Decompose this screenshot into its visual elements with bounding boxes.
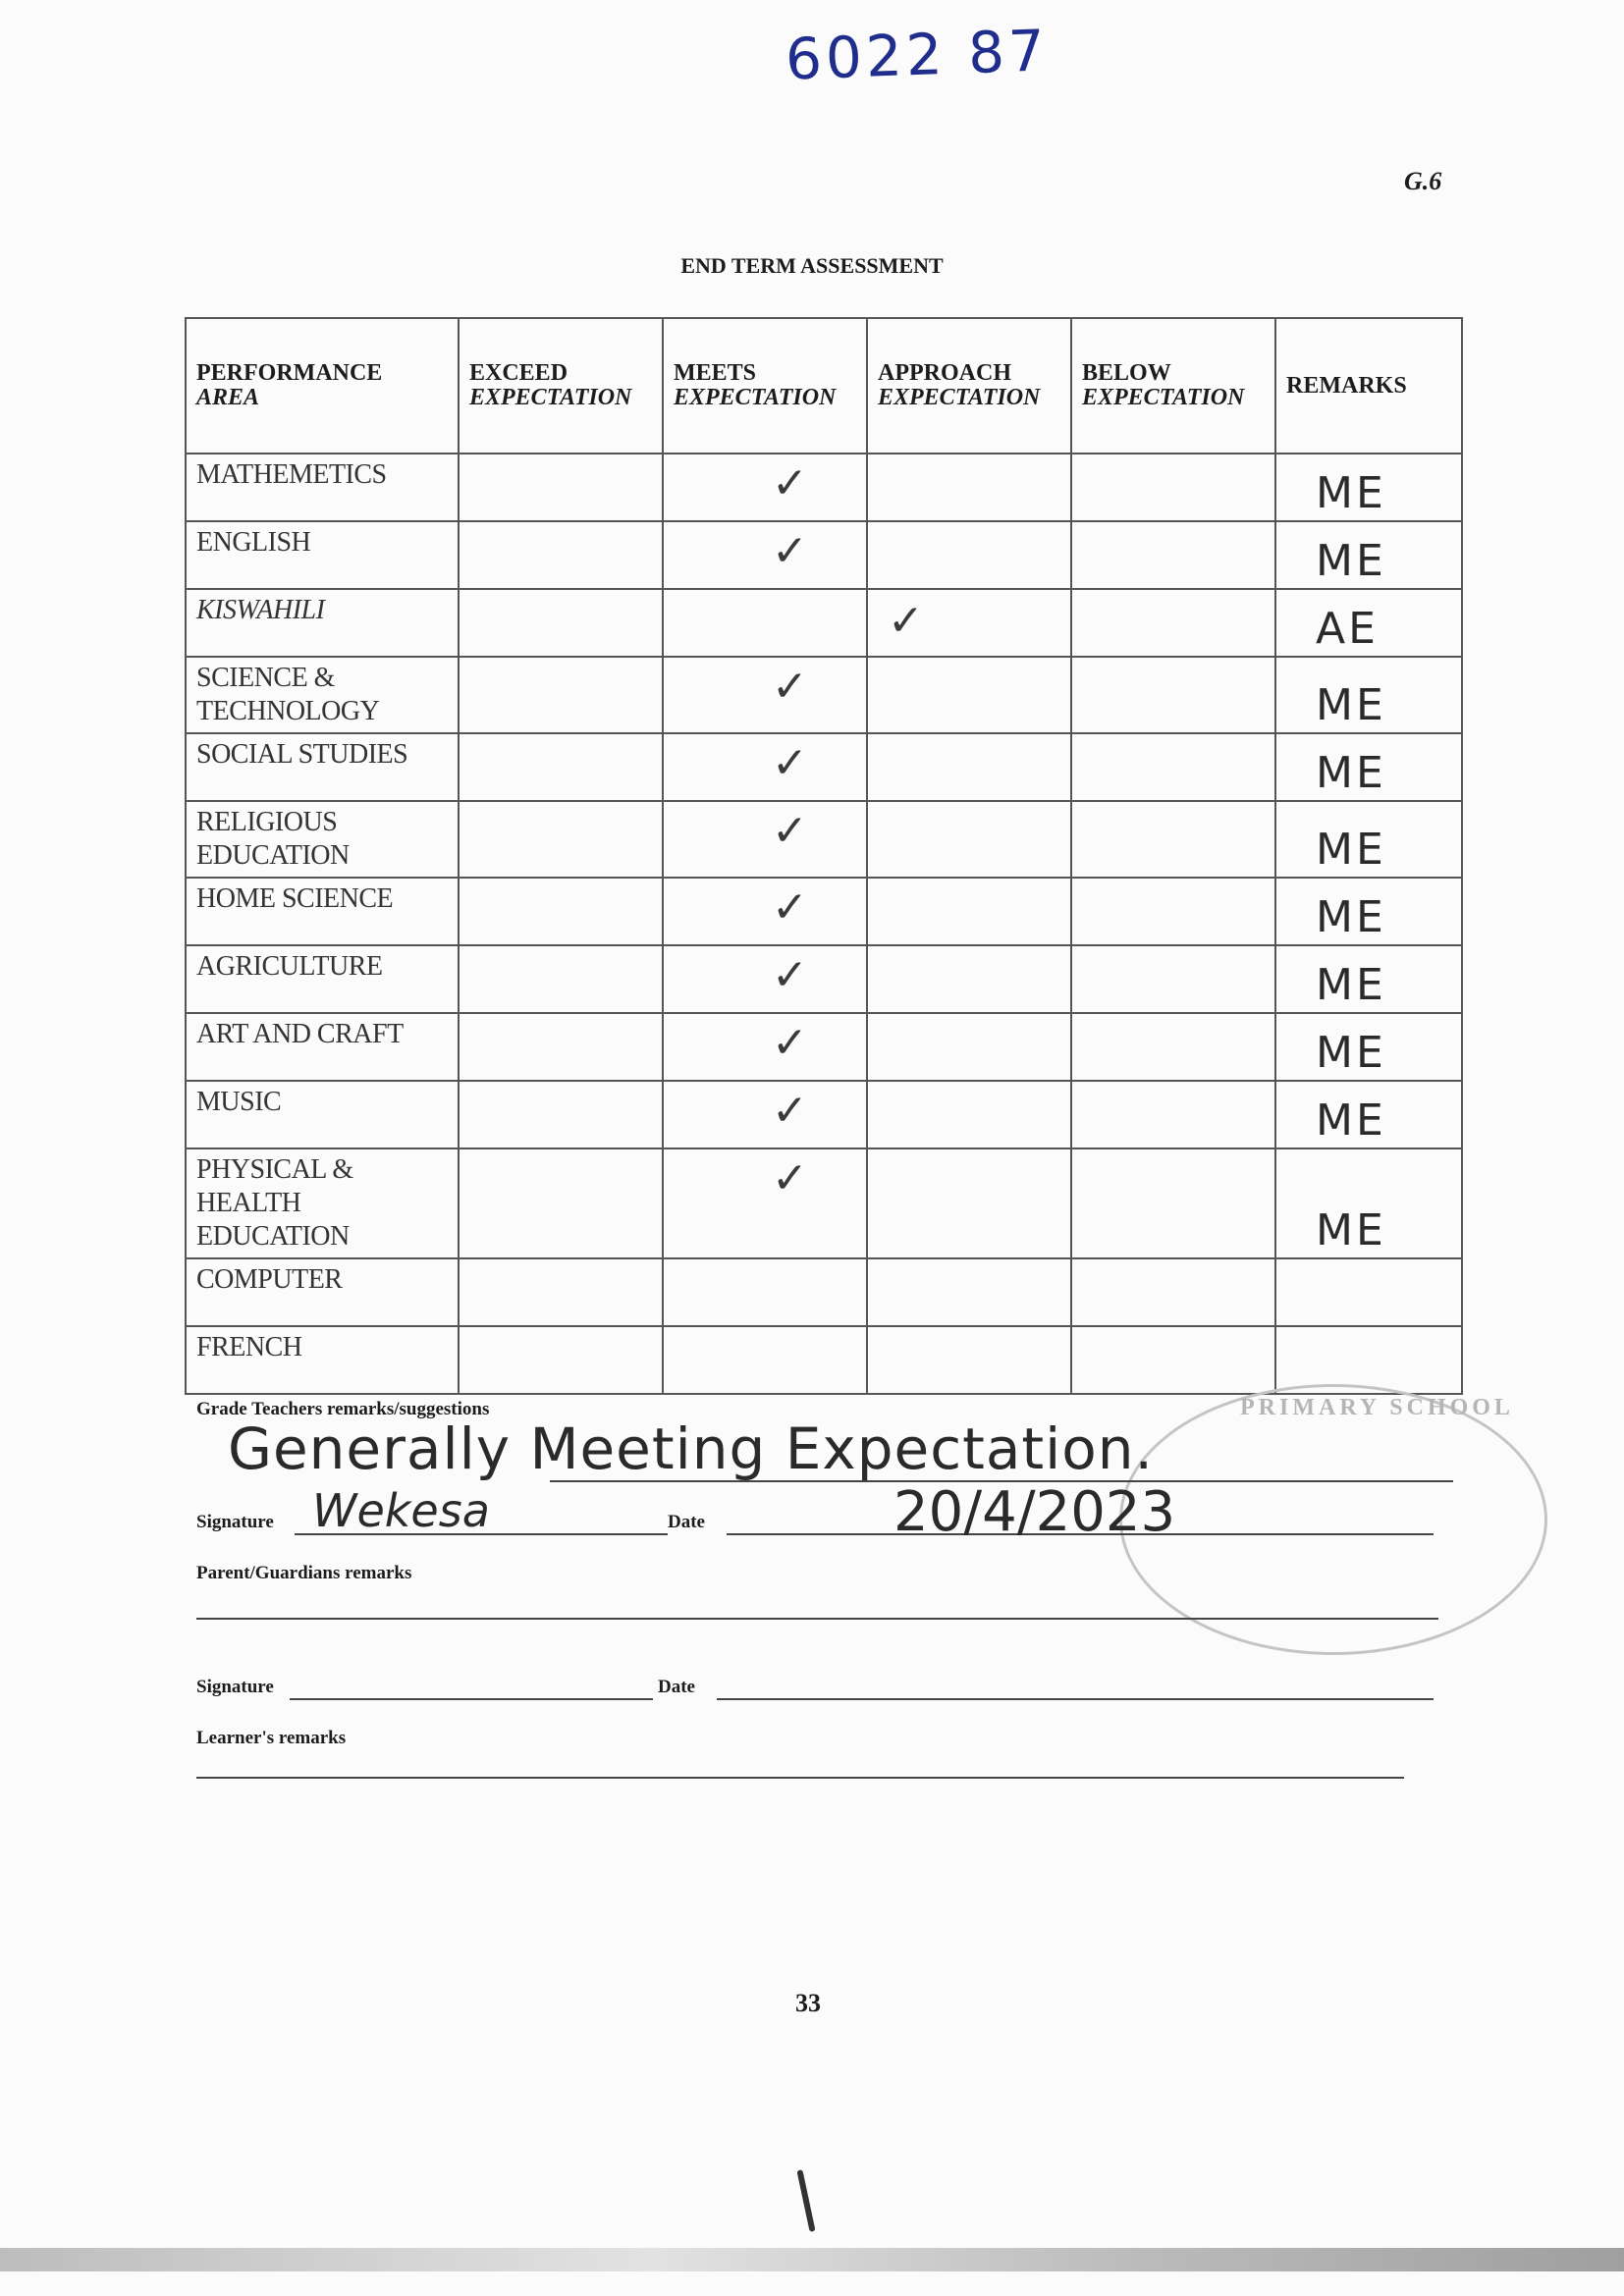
table-row xyxy=(186,589,1462,657)
teacher-signature-label: Signature xyxy=(196,1512,274,1532)
rating-cell-meets xyxy=(663,1013,867,1081)
rating-cell-approach xyxy=(867,878,1071,945)
column-header-main: REMARKS xyxy=(1286,372,1407,399)
rating-cell-exceed xyxy=(459,589,663,657)
grade-code: G.6 xyxy=(1404,167,1442,195)
stamp-text: PRIMARY SCHOOL xyxy=(1240,1395,1514,1420)
rating-cell-meets xyxy=(663,733,867,801)
teacher-remarks-label: Grade Teachers remarks/suggestions xyxy=(196,1399,490,1419)
performance-area-cell: ENGLISH xyxy=(186,521,459,589)
check-mark-icon: ✓ xyxy=(772,662,808,712)
column-header xyxy=(1275,318,1462,454)
rating-cell-meets xyxy=(663,801,867,878)
table-row xyxy=(186,657,1462,733)
rating-cell-meets xyxy=(663,454,867,521)
table-row xyxy=(186,945,1462,1013)
rating-cell-approach xyxy=(867,1081,1071,1148)
check-mark-icon: ✓ xyxy=(772,1153,808,1203)
parent-signature-label: Signature xyxy=(196,1677,274,1697)
table-row xyxy=(186,1081,1462,1148)
rating-cell-below xyxy=(1071,878,1275,945)
performance-area-cell: RELIGIOUS EDUCATION xyxy=(186,801,459,878)
rating-cell-exceed xyxy=(459,733,663,801)
rating-cell-below xyxy=(1071,1326,1275,1394)
rating-cell-exceed xyxy=(459,657,663,733)
rating-cell-approach xyxy=(867,801,1071,878)
column-header-main: MEETS xyxy=(674,360,757,386)
remark-cell xyxy=(1275,589,1462,657)
remark-cell xyxy=(1275,733,1462,801)
check-mark-icon: ✓ xyxy=(888,596,924,646)
column-header xyxy=(1071,318,1275,454)
rating-cell-approach xyxy=(867,589,1071,657)
rating-cell-approach xyxy=(867,1258,1071,1326)
remark-cell xyxy=(1275,1081,1462,1148)
performance-area-cell: FRENCH xyxy=(186,1326,459,1394)
rating-cell-below xyxy=(1071,657,1275,733)
column-header-main: BELOW xyxy=(1082,360,1171,386)
teacher-date: 20/4/2023 xyxy=(893,1480,1176,1544)
remark-cell xyxy=(1275,1326,1462,1394)
rating-cell-exceed xyxy=(459,1013,663,1081)
rating-cell-approach xyxy=(867,1013,1071,1081)
learner-remarks-label: Learner's remarks xyxy=(196,1728,347,1748)
rating-cell-meets xyxy=(663,1148,867,1258)
remark-cell xyxy=(1275,521,1462,589)
table-row xyxy=(186,1013,1462,1081)
table-header-row xyxy=(186,318,1462,454)
performance-area-cell: SOCIAL STUDIES xyxy=(186,733,459,801)
rating-cell-below xyxy=(1071,945,1275,1013)
rating-cell-meets xyxy=(663,521,867,589)
table-row xyxy=(186,878,1462,945)
page-number: 33 xyxy=(795,1989,821,2017)
parent-remarks-line xyxy=(196,1618,1438,1620)
column-header-sub: EXPECTATION xyxy=(1082,385,1245,410)
learner-remarks-line xyxy=(196,1777,1404,1779)
parent-date-label: Date xyxy=(658,1677,695,1697)
check-mark-icon: ✓ xyxy=(772,1086,808,1136)
rating-cell-below xyxy=(1071,1081,1275,1148)
rating-cell-below xyxy=(1071,1013,1275,1081)
column-header xyxy=(867,318,1071,454)
check-mark-icon: ✓ xyxy=(772,1018,808,1068)
rating-cell-below xyxy=(1071,521,1275,589)
rating-cell-approach xyxy=(867,1148,1071,1258)
remark-cell xyxy=(1275,1013,1462,1081)
rating-cell-meets xyxy=(663,657,867,733)
table-row xyxy=(186,1148,1462,1258)
performance-area-cell: PHYSICAL & HEALTH EDUCATION xyxy=(186,1148,459,1258)
column-header xyxy=(186,318,459,454)
column-header-sub: AREA xyxy=(196,385,260,410)
column-header-sub: EXPECTATION xyxy=(878,385,1041,410)
remark-value: ME xyxy=(1316,1095,1386,1146)
table-row xyxy=(186,521,1462,589)
remark-value: ME xyxy=(1316,680,1386,730)
rating-cell-exceed xyxy=(459,1081,663,1148)
rating-cell-meets xyxy=(663,1258,867,1326)
rating-cell-approach xyxy=(867,657,1071,733)
remark-cell xyxy=(1275,1258,1462,1326)
table-row xyxy=(186,1326,1462,1394)
pen-stroke-mark xyxy=(796,2169,815,2232)
check-mark-icon: ✓ xyxy=(772,806,808,856)
column-header xyxy=(459,318,663,454)
check-mark-icon: ✓ xyxy=(772,950,808,1000)
remark-cell xyxy=(1275,801,1462,878)
rating-cell-exceed xyxy=(459,945,663,1013)
remark-value: ME xyxy=(1316,1205,1386,1255)
teacher-date-label: Date xyxy=(668,1512,705,1532)
remark-value: ME xyxy=(1316,468,1386,518)
rating-cell-meets xyxy=(663,1326,867,1394)
rating-cell-meets xyxy=(663,589,867,657)
remark-cell xyxy=(1275,657,1462,733)
rating-cell-meets xyxy=(663,878,867,945)
check-mark-icon: ✓ xyxy=(772,458,808,508)
check-mark-icon: ✓ xyxy=(772,526,808,576)
rating-cell-below xyxy=(1071,1148,1275,1258)
rating-cell-approach xyxy=(867,733,1071,801)
performance-area-cell: MATHEMETICS xyxy=(186,454,459,521)
remark-value: AE xyxy=(1316,604,1379,654)
remark-cell xyxy=(1275,945,1462,1013)
document-number: 6022 87 xyxy=(784,17,1050,93)
column-header-main: PERFORMANCE xyxy=(196,360,383,386)
column-header-sub: EXPECTATION xyxy=(469,385,632,410)
rating-cell-below xyxy=(1071,733,1275,801)
remark-cell xyxy=(1275,454,1462,521)
remark-value: ME xyxy=(1316,892,1386,942)
table-row xyxy=(186,733,1462,801)
column-header-main: APPROACH xyxy=(878,360,1011,386)
teacher-signature: Wekesa xyxy=(312,1484,490,1537)
rating-cell-exceed xyxy=(459,521,663,589)
remark-value: ME xyxy=(1316,825,1386,875)
parent-signature-line xyxy=(290,1698,653,1700)
rating-cell-below xyxy=(1071,454,1275,521)
check-mark-icon: ✓ xyxy=(772,738,808,788)
rating-cell-approach xyxy=(867,454,1071,521)
performance-area-cell: ART AND CRAFT xyxy=(186,1013,459,1081)
parent-date-line xyxy=(717,1698,1434,1700)
teacher-remark: Generally Meeting Expectation. xyxy=(228,1415,1154,1482)
performance-area-cell: SCIENCE & TECHNOLOGY xyxy=(186,657,459,733)
rating-cell-meets xyxy=(663,945,867,1013)
remark-value: ME xyxy=(1316,960,1386,1010)
rating-cell-exceed xyxy=(459,801,663,878)
column-header-sub: EXPECTATION xyxy=(674,385,837,410)
rating-cell-below xyxy=(1071,1258,1275,1326)
parent-remarks-label: Parent/Guardians remarks xyxy=(196,1563,412,1583)
performance-area-cell: KISWAHILI xyxy=(186,589,459,657)
school-stamp xyxy=(1119,1384,1547,1655)
rating-cell-below xyxy=(1071,589,1275,657)
table-row xyxy=(186,1258,1462,1326)
remark-value: ME xyxy=(1316,536,1386,586)
rating-cell-meets xyxy=(663,1081,867,1148)
performance-area-cell: MUSIC xyxy=(186,1081,459,1148)
remark-cell xyxy=(1275,878,1462,945)
rating-cell-exceed xyxy=(459,1258,663,1326)
rating-cell-approach xyxy=(867,945,1071,1013)
remark-value: ME xyxy=(1316,1028,1386,1078)
rating-cell-approach xyxy=(867,1326,1071,1394)
performance-area-cell: COMPUTER xyxy=(186,1258,459,1326)
rating-cell-exceed xyxy=(459,1148,663,1258)
rating-cell-below xyxy=(1071,801,1275,878)
rating-cell-exceed xyxy=(459,1326,663,1394)
table-row xyxy=(186,454,1462,521)
column-header xyxy=(663,318,867,454)
remark-cell xyxy=(1275,1148,1462,1258)
rating-cell-approach xyxy=(867,521,1071,589)
page-title: END TERM ASSESSMENT xyxy=(680,253,944,278)
rating-cell-exceed xyxy=(459,454,663,521)
column-header-main: EXCEED xyxy=(469,360,568,386)
check-mark-icon: ✓ xyxy=(772,882,808,933)
performance-area-cell: AGRICULTURE xyxy=(186,945,459,1013)
table-row xyxy=(186,801,1462,878)
remark-value: ME xyxy=(1316,748,1386,798)
rating-cell-exceed xyxy=(459,878,663,945)
scan-edge-bar xyxy=(0,2248,1624,2271)
assessment-table xyxy=(185,317,1463,1395)
performance-area-cell: HOME SCIENCE xyxy=(186,878,459,945)
